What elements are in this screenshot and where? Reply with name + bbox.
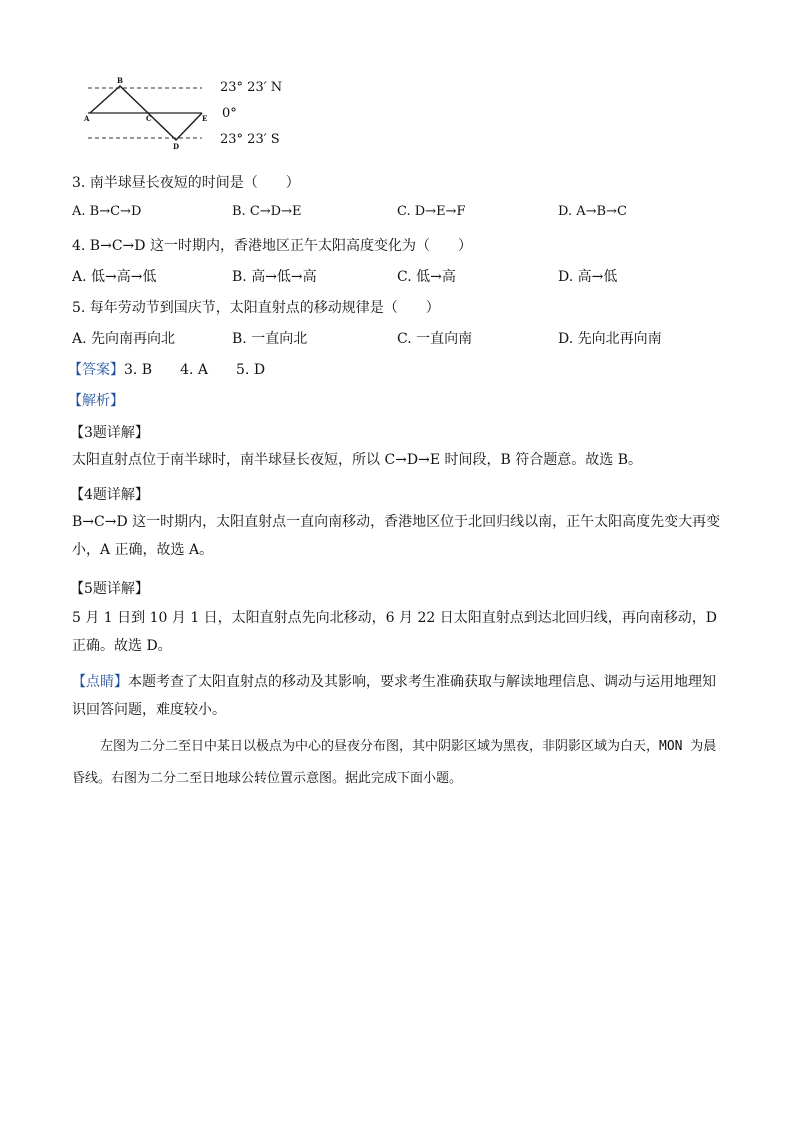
note-text: 本题考查了太阳直射点的移动及其影响，要求考生准确获取与解读地理信息、调动与运用地理知识回答问题，难度较小。 [72,674,716,718]
question-4-stem: 4. B→C→D 这一时期内，香港地区正午太阳高度变化为（ ） [72,238,472,254]
point-c-label: C [146,114,152,123]
question-3-option-c: C. D→E→F [397,204,466,219]
point-e-label: E [202,114,208,123]
answer-line [68,359,265,379]
question-4-option-a: A. 低→高→低 [72,269,157,285]
question-3-option-a: A. B→C→D [72,204,142,219]
point-a-label: A [84,114,90,123]
question-5-option-d: D. 先向北再向南 [558,331,662,347]
sun-path-diagram [84,76,304,152]
point-b-label: B [117,76,123,85]
analysis-label: 【解析】 [68,393,124,409]
question-3-option-d: D. A→B→C [558,204,627,219]
lat-south-label: 23° 23′ S [220,132,280,147]
question-4-option-c: C. 低→高 [397,269,456,285]
lat-north-label: 23° 23′ N [220,80,283,95]
question-5-option-c: C. 一直向南 [397,331,473,347]
question-4-option-d: D. 高→低 [558,269,618,285]
note-label: 【点睛】 [72,674,128,690]
question-5-option-a: A. 先向南再向北 [72,331,176,347]
note-paragraph [72,668,722,724]
question-4-option-b: B. 高→低→高 [232,269,317,285]
question-3-option-b: B. C→D→E [232,204,302,219]
detail-3-text: 太阳直射点位于南半球时，南半球昼长夜短，所以 C→D→E 时间段，B 符合题意。故选 B。 [72,452,642,468]
lat-equator-label: 0° [222,106,237,121]
diagram-lines [84,76,204,152]
question-5-option-b: B. 一直向北 [232,331,308,347]
point-d-label: D [173,142,180,151]
question-3-stem: 3. 南半球昼长夜短的时间是（ ） [72,175,300,191]
question-5-stem: 5. 每年劳动节到国庆节，太阳直射点的移动规律是（ ） [72,300,440,316]
answer-label: 【答案】 [68,362,124,378]
detail-5-label: 【5题详解】 [70,581,149,597]
answer-text: 3. B 4. A 5. D [124,362,266,378]
detail-4-text: B→C→D 这一时期内，太阳直射点一直向南移动，香港地区位于北回归线以南，正午太阳高度先变大再变小，A 正确，故选 A。 [72,514,721,558]
detail-4-label: 【4题详解】 [70,487,149,503]
detail-5-text: 5 月 1 日到 10 月 1 日，太阳直射点先向北移动，6 月 22 日太阳直射点到达北回归线，再向南移动，D 正确。故选 D。 [72,610,717,654]
next-section-intro: 左图为二分二至日中某日以极点为中心的昼夜分布图，其中阴影区域为黑夜，非阴影区域为白天，MON 为晨昏线。右图为二分二至日地球公转位置示意图。据此完成下面小题。 [72,739,717,786]
detail-3-label: 【3题详解】 [70,425,149,441]
